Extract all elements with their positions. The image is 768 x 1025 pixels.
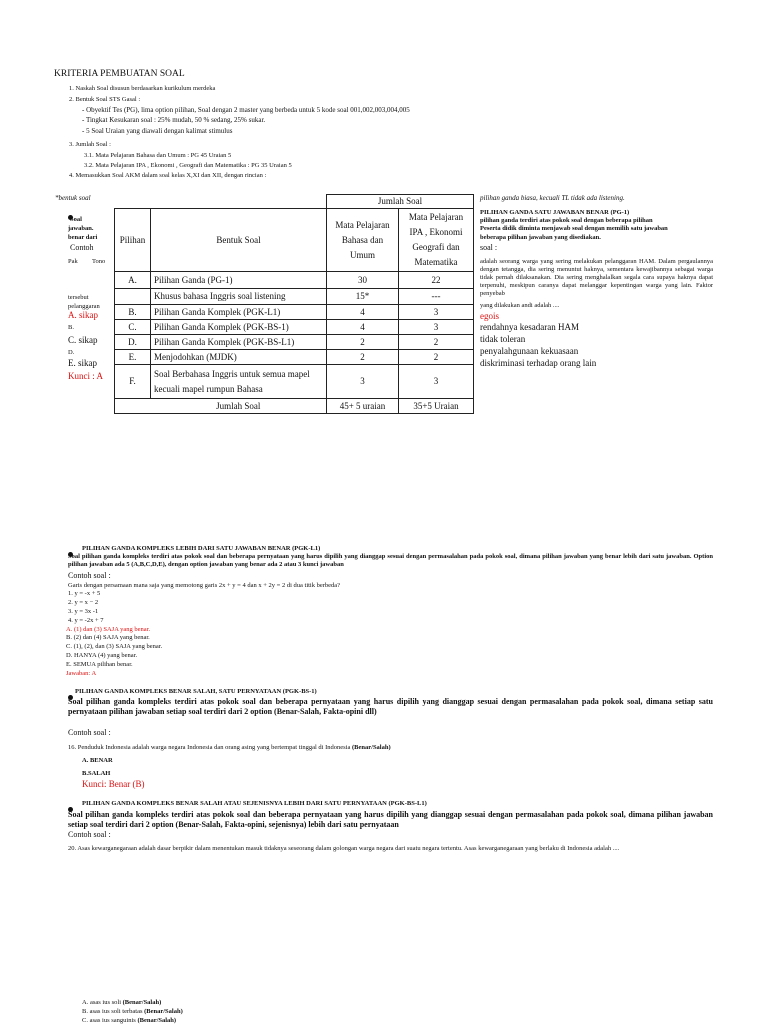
pgk-bsl1-contoh: Contoh soal : bbox=[68, 830, 111, 839]
pgk-bs1-heading: PILIHAN GANDA KOMPLEKS BENAR SALAH, SATU PERNYATAAN (PGK-BS-1) bbox=[75, 688, 317, 695]
pgk-l1-contoh: Contoh soal : bbox=[68, 571, 111, 580]
pg1-option-2: rendahnya kesadaran HAM bbox=[480, 322, 579, 332]
left-benar-dari: benar dari bbox=[68, 234, 98, 241]
left-pelanggaran: pelanggaran bbox=[68, 303, 100, 310]
pg1-option-5: diskriminasi terhadap orang lain bbox=[480, 358, 597, 368]
row-d-pilihan: D. bbox=[115, 335, 151, 350]
header-col-ipa: Mata Pelajaran IPA , Ekonomi Geografi dan Matematika bbox=[399, 209, 474, 272]
pgk-bsl1-heading: PILIHAN GANDA KOMPLEKS BENAR SALAH ATAU SEJENISNYA LEBIH DARI SATU PERNYATAAN (PGK-BS-L1) bbox=[82, 800, 427, 807]
pgk-bsl1-question: 20. Asas kewarganegaraan adalah dasar berpikir dalam menentukan masuk tidaknya seseorang dalam golongan warga negara dari suatu negara tertentu. Asas kewarganegaraan yang berlaku di Indonesia adalah .... bbox=[68, 845, 620, 852]
row-f-bentuk: Soal Berbahasa Inggris untuk semua mapel kecuali mapel rumpun Bahasa bbox=[151, 365, 327, 399]
pgk-l1-option-c: C. (1), (2), dan (3) SAJA yang benar. bbox=[66, 643, 163, 650]
pgk-bsl1-option-a bbox=[82, 999, 161, 1007]
row-e-col2: 2 bbox=[399, 350, 474, 365]
row-d-bentuk: Pilihan Ganda Komplek (PGK-BS-L1) bbox=[151, 335, 327, 350]
row-d-col1: 2 bbox=[327, 335, 399, 350]
pgk-bsl1-option-a-bs: (Benar/Salah) bbox=[122, 999, 162, 1006]
row-a-bentuk: Pilihan Ganda (PG-1) bbox=[151, 272, 327, 289]
pgk-l1-question: Garis dengan persamaan mana saja yang memotong garis 2x + y = 4 dan x + 2y = 2 di dua titik berbeda? bbox=[68, 582, 341, 589]
row-e-col1: 2 bbox=[327, 350, 399, 365]
row-a-col2: 22 bbox=[399, 272, 474, 289]
left-pak: Pak bbox=[68, 258, 78, 265]
left-soal: Soal bbox=[70, 216, 82, 223]
criteria-item-3: 3. Jumlah Soal : bbox=[69, 141, 111, 148]
pg1-body: adalah seorang warga yang sering melakukan pelanggaran HAM. Dalam pergaulannya dengan tetangga, dia sering menuntut haknya, sementara kewajibannya sebagai warga tidak pernah dilaksanakan. Dia sering menghalalkan segala cara supaya haknya dapat terpenuhi, meskipun caranya dapat melanggar kepentingan warga yang lain. Faktor penyebab bbox=[480, 258, 713, 297]
pgk-bs1-question-text: 16. Penduduk Indonesia adalah warga negara Indonesia dan orang asing yang bertempat tinggal di Indonesia bbox=[68, 744, 352, 751]
row-listening-pilihan bbox=[115, 289, 151, 305]
row-b-col1: 4 bbox=[327, 305, 399, 320]
header-col-bahasa: Mata Pelajaran Bahasa dan Umum bbox=[327, 209, 399, 272]
row-c-pilihan: C. bbox=[115, 320, 151, 335]
pgk-l1-statement-3: 3. y = 3x -1 bbox=[68, 608, 99, 615]
left-option-a: A. sikap bbox=[68, 310, 98, 320]
row-e-pilihan: E. bbox=[115, 350, 151, 365]
pgk-bs1-contoh: Contoh soal : bbox=[68, 728, 111, 737]
row-listening-bentuk: Khusus bahasa Inggris soal listening bbox=[151, 289, 327, 305]
pgk-bsl1-option-c-text: C. asas ius sanguinis bbox=[82, 1017, 138, 1024]
pg1-option-1: egois bbox=[480, 311, 499, 321]
criteria-item-1: 1. Naskah Soal disusun berdasarkan kurikulum merdeka bbox=[69, 85, 216, 92]
row-listening-col2: --- bbox=[399, 289, 474, 305]
row-e-bentuk: Menjodohkan (MJDK) bbox=[151, 350, 327, 365]
left-option-b: B. bbox=[68, 324, 74, 331]
pgk-l1-heading: PILIHAN GANDA KOMPLEKS LEBIH DARI SATU JAWABAN BENAR (PGK-L1) bbox=[82, 545, 321, 552]
row-a-pilihan: A. bbox=[115, 272, 151, 289]
row-c-col1: 4 bbox=[327, 320, 399, 335]
pgk-bs1-option-a: A. BENAR bbox=[82, 757, 113, 764]
row-a-col1: 30 bbox=[327, 272, 399, 289]
pg1-option-4: penyalahgunaan kekuasaan bbox=[480, 346, 579, 356]
pgk-l1-option-a-text: A. (1) dan (3) SAJA yang benar. bbox=[66, 626, 151, 633]
bentuk-soal-note: *bentuk soal bbox=[55, 194, 91, 202]
soal-distribution-table bbox=[114, 194, 474, 414]
left-kunci: Kunci : A bbox=[68, 371, 103, 381]
pgk-bsl1-option-a-text: A. asas ius soli bbox=[82, 999, 123, 1006]
pg1-soal-label: soal : bbox=[480, 243, 498, 252]
pgk-l1-option-a bbox=[66, 626, 150, 634]
left-option-e: E. sikap bbox=[68, 358, 97, 368]
criteria-item-2b: - Tingkat Kesukaran soal : 25% mudah, 50 % sedang, 25% sukar. bbox=[82, 116, 266, 124]
row-b-bentuk: Pilihan Ganda Komplek (PGK-L1) bbox=[151, 305, 327, 320]
criteria-item-2c: - 5 Soal Uraian yang diawali dengan kalimat stimulus bbox=[82, 127, 233, 135]
pgk-bs1-kunci: Kunci: Benar (B) bbox=[82, 779, 145, 789]
row-d-col2: 2 bbox=[399, 335, 474, 350]
pgk-bsl1-option-b-bs: (Benar/Salah) bbox=[144, 1008, 183, 1015]
pg1-desc-1: pilihan ganda terdiri atas pokok soal dengan beberapa pilihan bbox=[480, 217, 653, 224]
row-c-bentuk: Pilihan Ganda Komplek (PGK-BS-1) bbox=[151, 320, 327, 335]
total-col2: 35+5 Uraian bbox=[399, 399, 474, 414]
row-f-col1: 3 bbox=[327, 365, 399, 399]
pgk-l1-desc: Soal pilihan ganda kompleks terdiri atas pokok soal dan beberapa pernyataan yang harus dipilih yang dianggap sesuai dengan permasalahan pada pokok soal, dimana pilihan jawaban yang benar lebih dari satu jawaban. Option pilihan jawaban ada 5 (A,B,C,D,E), dengan option jawaban yang benar ada 2 atau 3 kunci jawaban bbox=[68, 553, 713, 568]
left-option-c: C. sikap bbox=[68, 335, 98, 345]
pgk-bs1-question-bs: (Benar/Salah) bbox=[352, 744, 391, 751]
row-b-col2: 3 bbox=[399, 305, 474, 320]
pgk-l1-statement-1: 1. y = -x + 5 bbox=[68, 590, 101, 597]
pgk-bs1-option-b: B.SALAH bbox=[82, 770, 111, 777]
row-f-pilihan: F. bbox=[115, 365, 151, 399]
pgk-l1-option-b: B. (2) dan (4) SAJA yang benar. bbox=[66, 634, 150, 641]
criteria-item-3-1: 3.1. Mata Pelajaran Bahasa dan Umum : PG 45 Uraian 5 bbox=[84, 152, 232, 159]
pgk-l1-jawaban: Jawaban: A bbox=[66, 670, 97, 677]
row-c-col2: 3 bbox=[399, 320, 474, 335]
header-pilihan: Pilihan bbox=[115, 209, 151, 272]
header-jumlah-soal: Jumlah Soal bbox=[327, 195, 474, 209]
pg1-heading: PILIHAN GANDA SATU JAWABAN BENAR (PG-1) bbox=[480, 209, 630, 216]
row-f-col2: 3 bbox=[399, 365, 474, 399]
header-bentuk-soal: Bentuk Soal bbox=[151, 209, 327, 272]
pgk-bsl1-desc: Soal pilihan ganda kompleks terdiri atas pokok soal dan beberapa pernyataan yang harus dipilih yang dianggap sesuai dengan permasalahan pada pokok soal, dimana pilihan jawaban setiap soal terdiri dari 2 option (Benar-Salah, Fakta-opini, sejenisnya) lebih dari satu pernyataan bbox=[68, 810, 713, 829]
criteria-item-3-2: 3.2. Mata Pelajaran IPA , Ekonomi , Geografi dan Matematika : PG 35 Uraian 5 bbox=[84, 162, 292, 169]
pgk-l1-statement-2: 2. y = x − 2 bbox=[68, 599, 99, 606]
pgk-bsl1-option-b-text: B. asas ius soli terbatas bbox=[82, 1008, 145, 1015]
pgk-bsl1-option-c-bs: (Benar/Salah) bbox=[137, 1017, 177, 1024]
pg1-body-end: yang dilakukan andi adalah .... bbox=[480, 302, 560, 309]
criteria-item-4: 4. Memasukkan Soal AKM dalam soal kelas X,XI dan XII, dengan rincian : bbox=[69, 172, 267, 179]
page-title: KRITERIA PEMBUATAN SOAL bbox=[54, 69, 185, 79]
left-option-d: D. bbox=[68, 349, 75, 356]
pgk-l1-option-e: E. SEMUA pilihan benar. bbox=[66, 661, 133, 668]
pgk-bsl1-option-b bbox=[82, 1008, 183, 1016]
total-col1: 45+ 5 uraian bbox=[327, 399, 399, 414]
left-jawaban: jawaban. bbox=[68, 225, 94, 232]
row-listening-col1: 15* bbox=[327, 289, 399, 305]
pgk-l1-option-d: D. HANYA (4) yang benar. bbox=[66, 652, 138, 659]
pgk-l1-statement-4: 4. y = -2x + 7 bbox=[68, 617, 104, 624]
row-b-pilihan: B. bbox=[115, 305, 151, 320]
left-tono: Tono bbox=[92, 258, 106, 265]
criteria-item-2: 2. Bentuk Soal STS Gasal : bbox=[69, 96, 141, 103]
pg1-desc-3: beberapa pilihan jawaban yang disediakan. bbox=[480, 234, 601, 241]
right-note: pilihan ganda biasa, kecuali TL tidak ada listening. bbox=[480, 194, 625, 202]
pg1-desc-2: Peserta didik diminta menjawab soal dengan memilih satu jawaban bbox=[480, 225, 668, 232]
pg1-option-3: tidak toleran bbox=[480, 334, 526, 344]
pgk-bs1-desc: Soal pilihan ganda kompleks terdiri atas pokok soal dan beberapa pernyataan yang harus dipilih yang dianggap sesuai dengan permasalahan pada pokok soal, dimana setiap satu pernyataan pilihan jawaban setiap soal terdiri dari 2 option (Benar-Salah, Fakta-opini dll) bbox=[68, 697, 713, 716]
pgk-bs1-question bbox=[68, 744, 391, 752]
left-contoh: Contoh bbox=[70, 243, 94, 252]
criteria-item-2a: - Obyektif Tes (PG), lima option pilihan, Soal dengan 2 master yang berbeda untuk 5 kode soal 001,002,003,004,005 bbox=[82, 106, 410, 114]
total-label: Jumlah Soal bbox=[151, 399, 327, 414]
left-tersebut: tersebut bbox=[68, 294, 89, 301]
